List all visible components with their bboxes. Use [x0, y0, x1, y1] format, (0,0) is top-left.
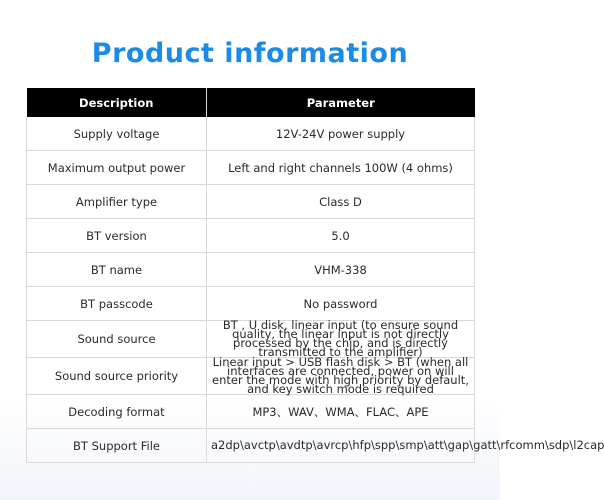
row-description: Sound source	[27, 321, 207, 358]
row-parameter: No password	[207, 287, 475, 321]
row-description: BT name	[27, 253, 207, 287]
table-row	[27, 395, 475, 429]
row-parameter	[207, 429, 604, 463]
row-description: Supply voltage	[27, 117, 207, 151]
row-description: BT Support File	[27, 429, 207, 463]
table-row	[27, 151, 475, 185]
table-header-row	[27, 88, 475, 117]
row-parameter: 5.0	[207, 219, 475, 253]
row-parameter: Left and right channels 100W (4 ohms)	[207, 151, 475, 185]
table-row	[27, 287, 475, 321]
row-description: BT passcode	[27, 287, 207, 321]
row-parameter: 12V-24V power supply	[207, 117, 475, 151]
page-title: Product information	[91, 38, 409, 69]
row-description: Amplifier type	[27, 185, 207, 219]
table-row	[27, 429, 475, 463]
row-parameter: Class D	[207, 185, 475, 219]
table-row	[27, 321, 475, 358]
row-parameter: Linear input > USB flash disk > BT (when all interfaces are connected, power on will enter the mode with high priority by default, and key switch mode is required	[207, 358, 475, 395]
header-parameter: Parameter	[207, 88, 475, 117]
row-parameter: VHM-338	[207, 253, 475, 287]
row-description: Maximum output power	[27, 151, 207, 185]
header-description: Description	[27, 88, 207, 117]
row-parameter: MP3、WAV、WMA、FLAC、APE	[207, 395, 475, 429]
table-row	[27, 358, 475, 395]
table-row	[27, 219, 475, 253]
spec-table	[26, 88, 604, 463]
row-parameter: BT , U disk, linear input (to ensure sound quality, the linear input is not directly processed by the chip, and is directly transmitted to the amplifier)	[207, 321, 475, 358]
bt-support-file-text: a2dp\avctp\avdtp\avrcp\hfp\spp\smp\att\gap\gatt\rfcomm\sdp\l2cap	[211, 438, 604, 452]
table-row	[27, 117, 475, 151]
row-description: BT version	[27, 219, 207, 253]
row-description: Sound source priority	[27, 358, 207, 395]
table-row	[27, 253, 475, 287]
row-description: Decoding format	[27, 395, 207, 429]
table-row	[27, 185, 475, 219]
